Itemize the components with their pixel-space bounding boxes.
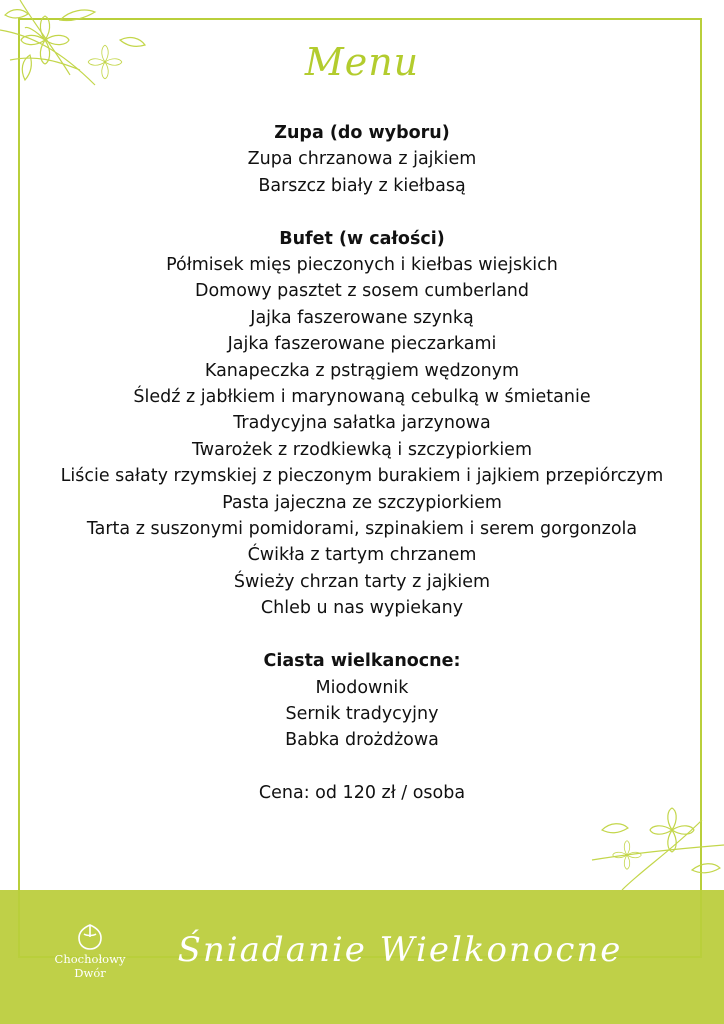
- menu-item: Jajka faszerowane szynką: [250, 307, 474, 328]
- menu-item: Miodownik: [315, 677, 409, 698]
- menu-item: Barszcz biały z kiełbasą: [258, 175, 466, 196]
- spacer: [20, 622, 704, 648]
- section-heading: Bufet (w całości): [279, 228, 445, 249]
- menu-item: Tarta z suszonymi pomidorami, szpinakiem i serem gorgonzola: [86, 519, 638, 540]
- menu-item: Babka drożdżowa: [285, 730, 439, 751]
- section-heading: Zupa (do wyboru): [274, 123, 450, 143]
- menu-item: Jajka faszerowane pieczarkami: [227, 334, 497, 355]
- menu-item: Chleb u nas wypiekany: [260, 598, 464, 619]
- menu-item: Tradycyjna sałatka jarzynowa: [233, 413, 491, 434]
- menu-item: Świeży chrzan tarty z jajkiem: [233, 571, 491, 592]
- brand-name-line2: Dwór: [74, 966, 106, 980]
- menu-item: Śledź z jabłkiem i marynowaną cebulką w śmietanie: [133, 387, 591, 408]
- menu-item: Liście sałaty rzymskiej z pieczonym burakiem i jajkiem przepiórczym: [60, 466, 664, 487]
- menu-item: Pasta jajeczna ze szczypiorkiem: [222, 492, 502, 513]
- brand-logo-icon: [73, 922, 107, 952]
- menu-item: Sernik tradycyjny: [285, 703, 439, 724]
- spacer: [20, 199, 704, 225]
- price-line: Cena: od 120 zł / osoba: [258, 783, 466, 804]
- menu-body: [20, 120, 704, 807]
- menu-section-soup: [20, 120, 704, 199]
- menu-section-buffet: [20, 226, 704, 622]
- brand-logo: [40, 922, 140, 992]
- footer-title: Śniadanie Wielkonocne: [177, 930, 623, 970]
- menu-item: Półmisek mięs pieczonych i kiełbas wiejskich: [166, 255, 558, 276]
- menu-section-cakes: [20, 648, 704, 754]
- menu-item: Twarożek z rzodkiewką i szczypiorkiem: [191, 439, 532, 460]
- spacer: [20, 754, 704, 780]
- menu-item: Kanapeczka z pstrągiem wędzonym: [204, 360, 520, 381]
- menu-title: Menu: [304, 40, 420, 84]
- brand-name-line1: Chochołowy: [54, 952, 126, 966]
- section-heading: Ciasta wielkanocne:: [263, 651, 461, 672]
- menu-item: Domowy pasztet z sosem cumberland: [194, 281, 530, 302]
- menu-item: Ćwikła z tartym chrzanem: [247, 545, 477, 566]
- menu-item: Zupa chrzanowa z jajkiem: [247, 149, 477, 170]
- floral-corner-bottom-right-icon: [582, 800, 724, 895]
